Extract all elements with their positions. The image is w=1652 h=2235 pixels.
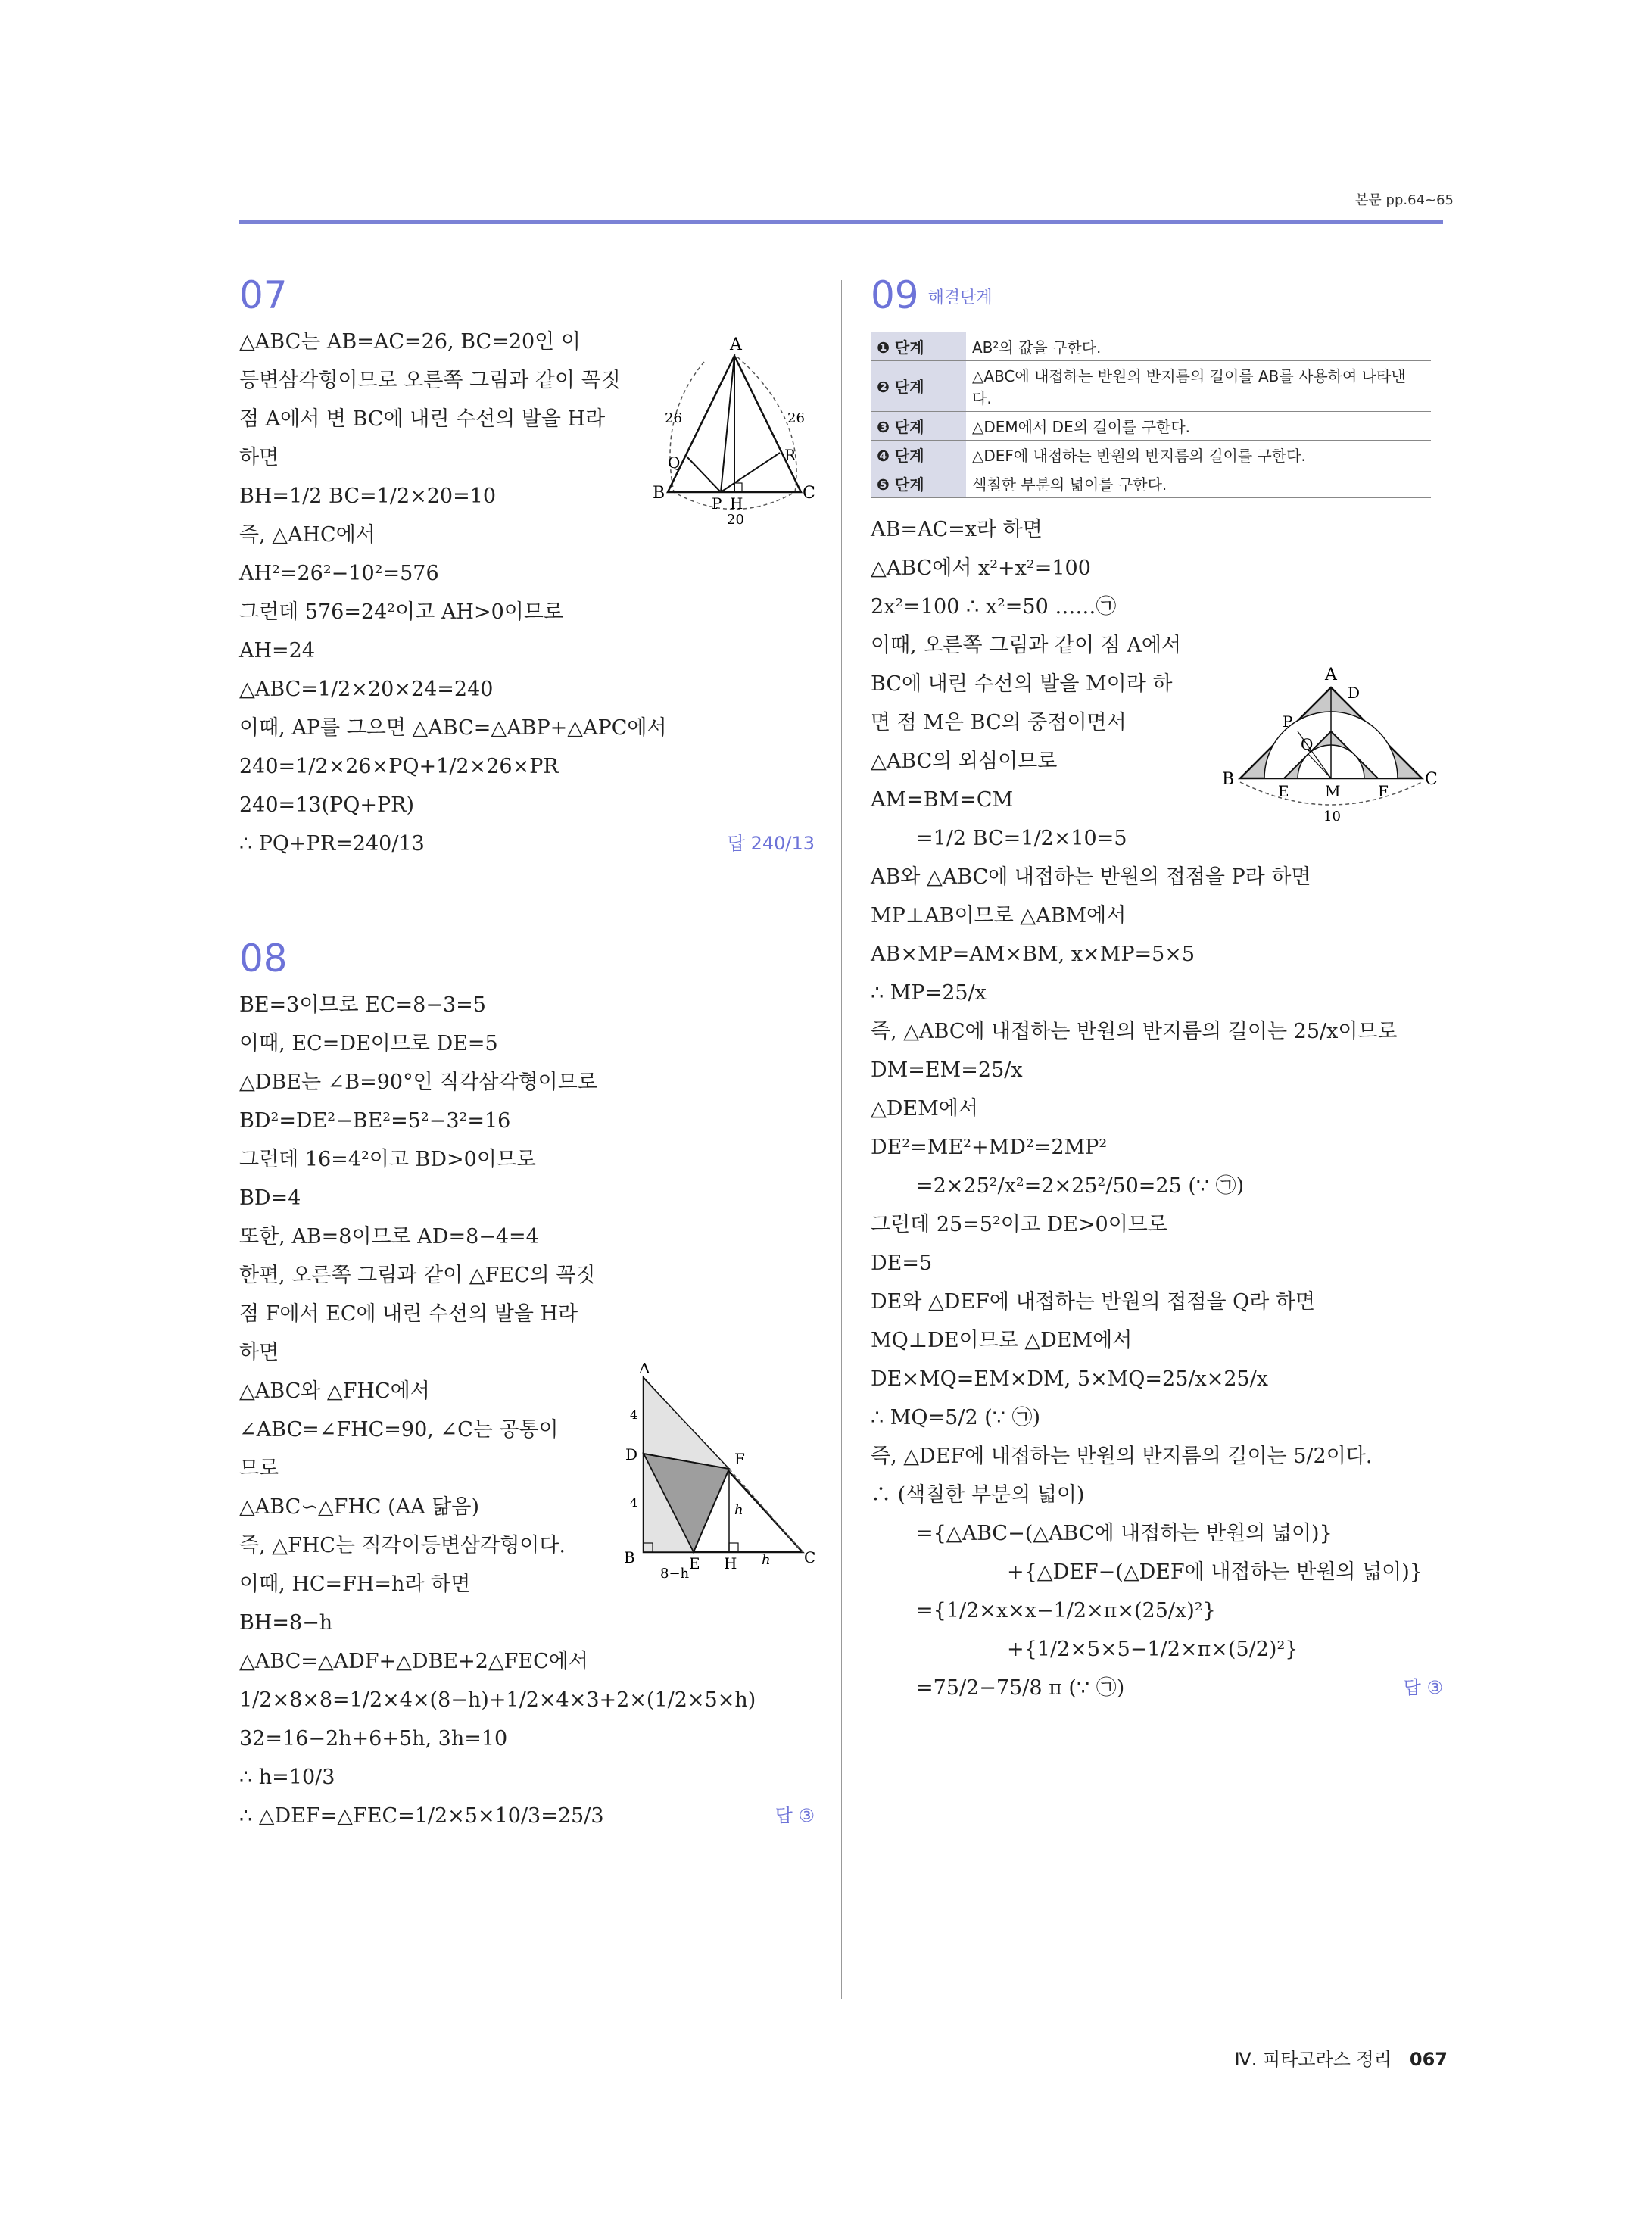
figure-07: [651, 333, 818, 530]
solution-line: DE와 △DEF에 내접하는 반원의 접점을 Q라 하면: [871, 1289, 1316, 1314]
figure-08: [621, 1363, 818, 1582]
fig-label: C: [1425, 770, 1438, 789]
step-name: ❸ 단계: [871, 411, 966, 440]
solution-line: DE²=ME²+MD²=2MP²: [871, 1135, 1108, 1159]
step-text: △DEF에 내접하는 반원의 반지름의 길이를 구한다.: [966, 440, 1431, 469]
fig-label: 4: [630, 1495, 638, 1510]
fig-label: h: [734, 1502, 743, 1518]
solution-line: ∴ MP=25/x: [871, 980, 987, 1005]
solution-line: AB=AC=x라 하면: [871, 517, 1043, 541]
step-row: [871, 360, 1431, 411]
fig-label: D: [1348, 684, 1361, 702]
fig-label: 10: [1323, 809, 1341, 824]
fig-label: Q: [1301, 735, 1314, 753]
answer-label: 답 240/13: [727, 833, 815, 854]
solution-line: [239, 1797, 815, 1835]
solution-line: 즉, △ABC에 내접하는 반원의 반지름의 길이는 25/x이므로: [871, 1019, 1398, 1043]
fig-label: B: [653, 484, 665, 503]
solution-line: ∴ MQ=5/2 (∵ ㉠): [871, 1405, 1041, 1429]
solution-line: [239, 824, 815, 863]
solution-line: BD²=DE²−BE²=5²−3²=16: [239, 1109, 511, 1133]
solution-line: ={1/2×x×x−1/2×π×(25/x)²}: [916, 1598, 1216, 1622]
fig-label: P: [1283, 712, 1293, 731]
fig-label: P: [712, 494, 722, 513]
fig-label: h: [762, 1552, 771, 1568]
solution-line: MQ⊥DE이므로 △DEM에서: [871, 1328, 1133, 1352]
solution-line: 등변삼각형이므로 오른쪽 그림과 같이 꼭짓: [239, 369, 621, 392]
page-number: 067: [1409, 2049, 1448, 2070]
solution-line: 240=13(PQ+PR): [239, 793, 415, 817]
step-row: [871, 332, 1431, 360]
chapter-title: Ⅳ. 피타고라스 정리: [1234, 2049, 1392, 2070]
fig-label: Q: [668, 454, 681, 472]
solution-line: BH=8−h: [239, 1611, 333, 1635]
solution-line: 2x²=100 ∴ x²=50 ……㉠: [871, 594, 1117, 619]
solution-line: 그런데 576=24²이고 AH>0이므로: [239, 600, 564, 624]
solution-line: 이때, AP를 그으면 △ABC=△ABP+△APC에서: [239, 716, 667, 740]
solution-line: △DBE는 ∠B=90°인 직각삼각형이므로: [239, 1071, 597, 1094]
fig-label: H: [730, 494, 743, 513]
solution-line: =1/2 BC=1/2×10=5: [916, 826, 1127, 850]
solution-line: 즉, △FHC는 직각이등변삼각형이다.: [239, 1534, 566, 1557]
solution-line: AB×MP=AM×BM, x×MP=5×5: [871, 942, 1195, 966]
solution-line: 하면: [239, 1341, 279, 1364]
solution-line: △ABC=△ADF+△DBE+2△FEC에서: [239, 1650, 588, 1673]
solution-line: BH=1/2 BC=1/2×20=10: [239, 485, 497, 508]
top-rule: [239, 220, 1443, 224]
answer-label: 답 ③: [775, 1805, 815, 1826]
final-line: =75/2−75/8 π (∵ ㉠): [916, 1675, 1125, 1700]
solution-line: BE=3이므로 EC=8−3=5: [239, 993, 486, 1017]
solution-line: 240=1/2×26×PQ+1/2×26×PR: [239, 755, 559, 778]
step-name: ❷ 단계: [871, 360, 966, 411]
solution-line: 므로: [239, 1457, 279, 1480]
solution-line: ={△ABC−(△ABC에 내접하는 반원의 넓이)}: [916, 1521, 1333, 1545]
fig-label: 4: [630, 1407, 638, 1422]
solution-line: DE=5: [871, 1251, 933, 1275]
fig-label: 20: [727, 512, 744, 528]
solution-line: △ABC=1/2×20×24=240: [239, 678, 494, 701]
fig-label: R: [784, 446, 796, 464]
fig-label: H: [724, 1554, 737, 1573]
step-name: ❶ 단계: [871, 332, 966, 360]
solution-steps-table: [871, 332, 1431, 498]
answer-label: 답 ③: [1403, 1676, 1443, 1698]
solution-line: AH²=26²−10²=576: [239, 562, 439, 585]
fig-label: F: [1378, 782, 1389, 800]
fig-label: 26: [787, 410, 805, 426]
solution-line: ∠ABC=∠FHC=90, ∠C는 공통이: [239, 1418, 559, 1442]
problem-number-value: 09: [871, 273, 919, 317]
problem-09: [871, 273, 1443, 1707]
problem-subtitle: 해결단계: [927, 288, 993, 307]
solution-line: MP⊥AB이므로 △ABM에서: [871, 903, 1127, 927]
fig-label: 8−h: [660, 1566, 690, 1582]
solution-line: DM=EM=25/x: [871, 1058, 1023, 1082]
step-text: △ABC에 내접하는 반원의 반지름의 길이를 AB를 사용하여 나타낸다.: [966, 360, 1431, 411]
solution-line: +{1/2×5×5−1/2×π×(5/2)²}: [1007, 1637, 1298, 1661]
fig-label: E: [1278, 782, 1289, 800]
solution-line: 이때, HC=FH=h라 하면: [239, 1573, 471, 1596]
solution-line: 1/2×8×8=1/2×4×(8−h)+1/2×4×3+2×(1/2×5×h): [239, 1688, 756, 1712]
solution-line: △DEM에서: [871, 1096, 978, 1121]
solution-line: BC에 내린 수선의 발을 M이라 하: [871, 672, 1173, 696]
step-name: ❹ 단계: [871, 440, 966, 469]
solution-line: △ABC에서 x²+x²=100: [871, 556, 1091, 580]
solution-line: 면 점 M은 BC의 중점이면서: [871, 710, 1127, 734]
solution-line: △ABC와 △FHC에서: [239, 1379, 430, 1403]
solution-line: 이때, 오른쪽 그림과 같이 점 A에서: [871, 633, 1182, 657]
solution-line: 즉, △DEF에 내접하는 반원의 반지름의 길이는 5/2이다.: [871, 1444, 1373, 1468]
fig-label: F: [734, 1450, 745, 1468]
solution-line: △ABC의 외심이므로: [871, 749, 1058, 773]
solution-line: 즉, △AHC에서: [239, 523, 376, 547]
solution-line: 그런데 16=4²이고 BD>0이므로: [239, 1148, 537, 1171]
solution-line: ∴ (색칠한 부분의 넓이): [871, 1482, 1085, 1507]
page-footer: [1235, 2044, 1448, 2071]
final-line: ∴ PQ+PR=240/13: [239, 832, 425, 856]
solution-line: 하면: [239, 446, 279, 469]
fig-label: 26: [665, 410, 682, 426]
problem-number: [871, 273, 1443, 321]
fig-label: A: [1325, 666, 1337, 684]
fig-label: A: [639, 1363, 650, 1377]
solution-line: 점 A에서 변 BC에 내린 수선의 발을 H라: [239, 407, 606, 431]
right-column: [871, 273, 1443, 1707]
problem-number: 07: [239, 273, 288, 317]
solution-line: AB와 △ABC에 내접하는 반원의 접점을 P라 하면: [871, 865, 1311, 889]
solution-line: =2×25²/x²=2×25²/50=25 (∵ ㉠): [916, 1174, 1245, 1198]
step-row: [871, 469, 1431, 497]
step-row: [871, 411, 1431, 440]
step-text: △DEM에서 DE의 길이를 구한다.: [966, 411, 1431, 440]
fig-label: M: [1325, 782, 1341, 800]
fig-label: C: [803, 484, 815, 503]
solution-line: 또한, AB=8이므로 AD=8−4=4: [239, 1225, 539, 1248]
column-divider: [841, 280, 842, 1999]
solution-line: 그런데 25=5²이고 DE>0이므로: [871, 1212, 1167, 1236]
fig-label: B: [624, 1548, 635, 1566]
solution-line: 이때, EC=DE이므로 DE=5: [239, 1032, 498, 1055]
solution-line: 점 F에서 EC에 내린 수선의 발을 H라: [239, 1302, 578, 1326]
solution-line: [871, 1669, 1443, 1707]
solution-line: DE×MQ=EM×DM, 5×MQ=25/x×25/x: [871, 1367, 1269, 1391]
step-text: AB²의 값을 구한다.: [966, 332, 1431, 360]
solution-line: 한편, 오른쪽 그림과 같이 △FEC의 꼭짓: [239, 1264, 596, 1287]
solution-line: +{△DEF−(△DEF에 내접하는 반원의 넓이)}: [1007, 1560, 1423, 1584]
solution-line: BD=4: [239, 1186, 301, 1210]
solution-line: △ABC는 AB=AC=26, BC=20인 이: [239, 330, 581, 354]
step-text: 색칠한 부분의 넓이를 구한다.: [966, 469, 1431, 497]
fig-label: E: [689, 1554, 700, 1573]
figure-09: [1217, 657, 1445, 831]
solution-line: 32=16−2h+6+5h, 3h=10: [239, 1727, 508, 1750]
step-name: ❺ 단계: [871, 469, 966, 497]
fig-label: D: [625, 1445, 638, 1464]
solution-line: △ABC∽△FHC (AA 닮음): [239, 1495, 479, 1519]
fig-label: C: [804, 1548, 816, 1566]
problem-number: 08: [239, 937, 288, 980]
final-line: ∴ △DEF=△FEC=1/2×5×10/3=25/3: [239, 1804, 604, 1828]
page-reference: 본문 pp.64~65: [1355, 192, 1454, 208]
fig-label: A: [730, 335, 742, 354]
solution-line: AH=24: [239, 639, 316, 662]
solution-line: ∴ h=10/3: [239, 1766, 335, 1789]
fig-label: B: [1222, 770, 1235, 789]
step-row: [871, 440, 1431, 469]
solution-line: AM=BM=CM: [871, 787, 1014, 812]
